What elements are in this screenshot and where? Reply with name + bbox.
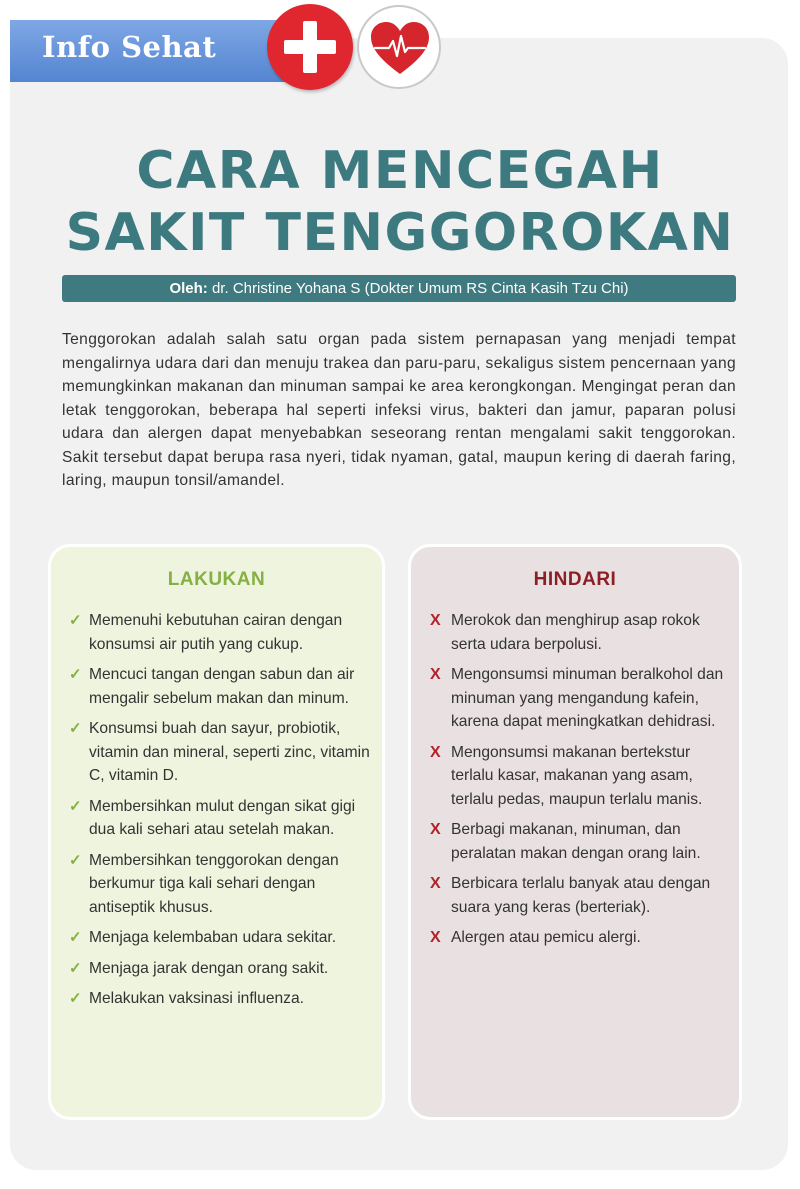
check-icon: ✓ (69, 612, 82, 629)
list-item-text: Memenuhi kebutuhan cairan dengan konsumsi air putih yang cukup. (89, 612, 343, 653)
list-item-text: Membersihkan tenggorokan dengan berkumur tiga kali sehari dengan antiseptik khusus. (89, 851, 339, 916)
list-item (51, 849, 382, 920)
heartbeat-heart-icon (357, 5, 441, 89)
heart-graphic (369, 20, 431, 76)
check-icon: ✓ (69, 929, 82, 946)
list-item-text: Alergen atau pemicu alergi. (451, 929, 641, 946)
lakukan-title: LAKUKAN (167, 569, 266, 590)
list-item (51, 926, 382, 950)
list-item (51, 609, 382, 656)
author-name: dr. Christine Yohana S (Dokter Umum RS Cinta Kasih Tzu Chi) (211, 280, 629, 297)
page-title (0, 140, 800, 264)
list-item-text: Melakukan vaksinasi influenza. (89, 990, 304, 1007)
list-item-text: Berbagi makanan, minuman, dan peralatan makan dengan orang lain. (451, 821, 701, 862)
list-item-text: Konsumsi buah dan sayur, probiotik, vitamin dan mineral, seperti zinc, vitamin C, vitamin D. (89, 720, 370, 784)
check-icon: ✓ (69, 990, 82, 1007)
list-item-text: Mengonsumsi minuman beralkohol dan minuman yang mengandung kafein, karena dapat meningkatkan dehidrasi. (451, 666, 724, 730)
list-item (51, 987, 382, 1011)
cross-mark-icon: X (430, 612, 441, 629)
check-icon: ✓ (69, 797, 82, 815)
cross-mark-icon: X (430, 743, 441, 761)
list-item-text: Menjaga kelembaban udara sekitar. (89, 929, 337, 946)
cross-mark-icon: X (430, 929, 441, 946)
medical-cross-icon (267, 4, 353, 90)
list-item-text: Merokok dan menghirup asap rokok serta udara berpolusi. (451, 612, 700, 653)
list-item (411, 663, 739, 734)
lakukan-box (48, 544, 385, 1120)
cross-mark-icon: X (430, 666, 441, 683)
list-item (411, 926, 739, 950)
hindari-title: HINDARI (533, 569, 617, 590)
list-item-text: Menjaga jarak dengan orang sakit. (89, 959, 329, 977)
list-item (51, 717, 382, 788)
list-item-text: Mencuci tangan dengan sabun dan air mengalir sebelum makan dan minum. (89, 666, 355, 707)
check-icon: ✓ (69, 666, 82, 683)
title-line-2: SAKIT TENGGOROKAN (65, 203, 735, 263)
author-bar (62, 275, 736, 302)
ribbon-label: Info Sehat (42, 30, 217, 64)
list-item (411, 609, 739, 656)
list-item (411, 741, 739, 812)
list-item (51, 957, 382, 981)
lakukan-list (51, 609, 382, 1011)
hindari-box (408, 544, 742, 1120)
list-item (411, 872, 739, 919)
intro-paragraph: Tenggorokan adalah salah satu organ pada sistem pernapasan yang menjadi tempat mengalirnya udara dari dan menuju trakea dan paru-paru, sekaligus sistem pencernaan yang memungkinkan makanan dan minuman sampai ke area kerongkongan. Mengingat peran dan letak tenggorokan, beberapa hal seperti infeksi virus, bakteri dan jamur, paparan polusi udara dan alergen dapat menyebabkan seseorang rentan mengalami sakit tenggorokan. Sakit tersebut dapat berupa rasa nyeri, tidak nyaman, gatal, maupun kering di daerah faring, laring, maupun tonsil/amandel. (62, 331, 736, 489)
check-icon: ✓ (69, 720, 82, 737)
cross-mark-icon: X (430, 875, 441, 892)
check-icon: ✓ (69, 959, 82, 977)
list-item (51, 663, 382, 710)
title-line-1: CARA MENCEGAH (136, 141, 664, 201)
list-item-text: Berbicara terlalu banyak atau dengan suara yang keras (berteriak). (451, 875, 711, 916)
author-prefix: Oleh: (169, 280, 208, 297)
hindari-list (411, 609, 739, 950)
list-item-text: Mengonsumsi makanan bertekstur terlalu kasar, makanan yang asam, terlalu pedas, maupun terlalu manis. (451, 743, 703, 808)
cross-mark-icon: X (430, 821, 441, 838)
check-icon: ✓ (69, 851, 82, 869)
list-item (51, 795, 382, 842)
list-item (411, 818, 739, 865)
cross-horizontal-bar (284, 40, 336, 54)
list-item-text: Membersihkan mulut dengan sikat gigi dua kali sehari atau setelah makan. (89, 797, 356, 838)
